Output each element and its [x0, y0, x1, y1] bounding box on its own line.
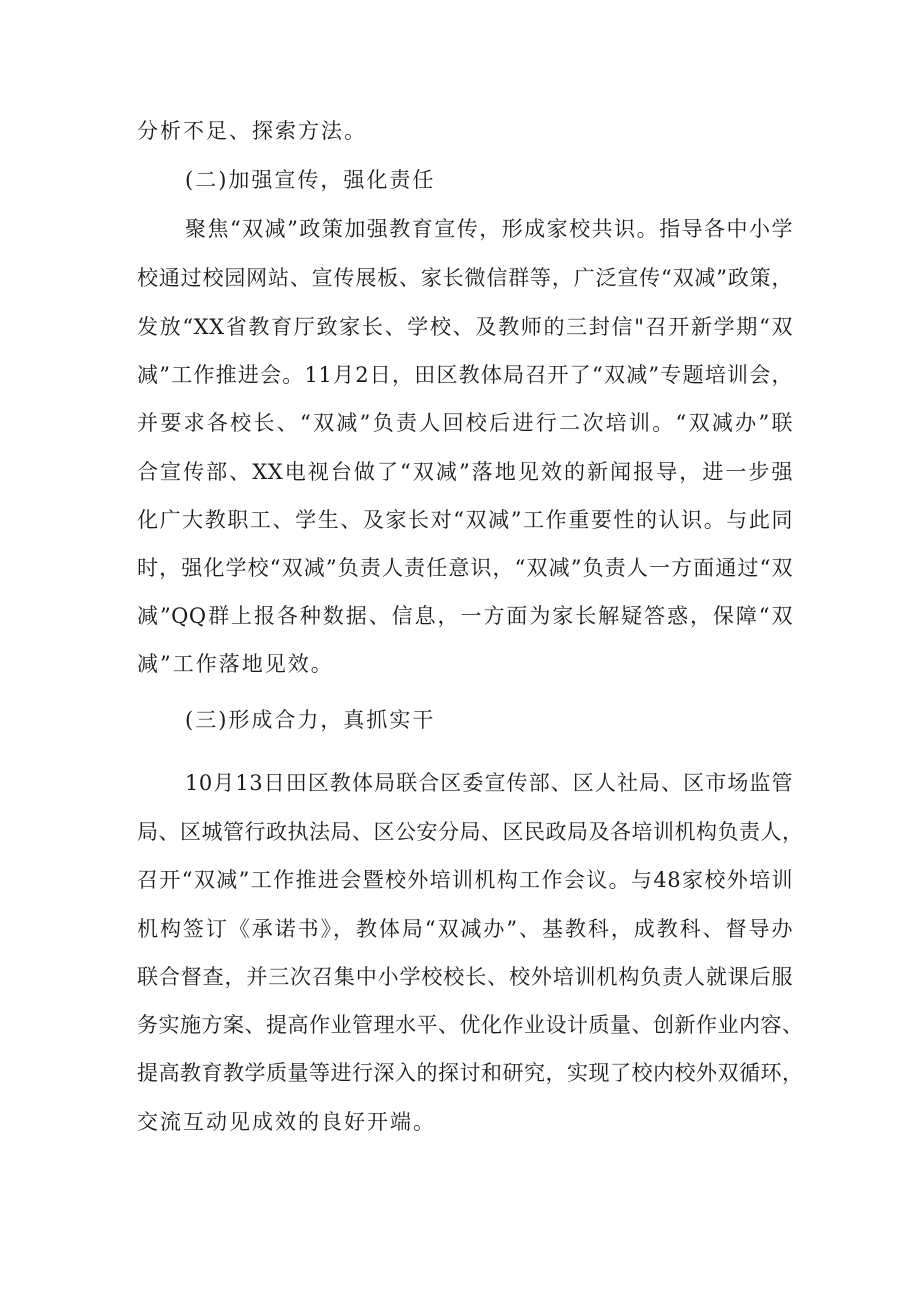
section-heading: (二)加强宣传，强化责任	[185, 168, 436, 192]
paragraph-line: 时，强化学校“双减”负责人责任意识，“双减”负责人一方面通过“双	[137, 556, 793, 580]
paragraph-line: 化广大教职工、学生、及家长对“双减”工作重要性的认识。与此同	[137, 508, 793, 532]
paragraph-line: 交流互动见成效的良好开端。	[137, 1110, 436, 1134]
paragraph-line: 机构签订《承诺书》，教体局“双减办”、基教科，成教科、督导办	[137, 917, 793, 941]
paragraph-line: 10月13日田区教体局联合区委宣传部、区人社局、区市场监管	[185, 771, 793, 795]
paragraph-line: 减”工作落地见效。	[137, 652, 334, 676]
paragraph-line: 召开“双减”工作推进会暨校外培训机构工作会议。与48家校外培训	[137, 868, 793, 892]
section-heading: (三)形成合力，真抓实干	[185, 708, 436, 732]
paragraph-line: 减”工作推进会。11月2日，田区教体局召开了“双减”专题培训会，	[137, 363, 793, 387]
paragraph-line: 校通过校园网站、宣传展板、家长微信群等，广泛宣传“双减”政策，	[137, 266, 793, 290]
paragraph-line: 分析不足、探索方法。	[137, 119, 367, 143]
paragraph-line: 发放“XX省教育厅致家长、学校、及教师的三封信"召开新学期“双	[137, 315, 793, 339]
paragraph-line: 并要求各校长、“双减”负责人回校后进行二次培训。“双减办”联	[137, 411, 793, 435]
paragraph-line: 提高教育教学质量等进行深入的探讨和研究，实现了校内校外双循环，	[137, 1061, 804, 1085]
paragraph-line: 务实施方案、提高作业管理水平、优化作业设计质量、创新作业内容、	[137, 1013, 804, 1037]
paragraph-line: 合宣传部、XX电视台做了“双减”落地见效的新闻报导，进一步强	[137, 460, 793, 484]
paragraph-line: 联合督查，并三次召集中小学校校长、校外培训机构负责人就课后服	[137, 965, 793, 989]
paragraph-line: 局、区城管行政执法局、区公安分局、区民政局及各培训机构负责人，	[137, 820, 804, 844]
paragraph-line: 聚焦“双减”政策加强教育宣传，形成家校共识。指导各中小学	[185, 217, 793, 241]
paragraph-line: 减”QQ群上报各种数据、信息，一方面为家长解疑答惑，保障“双	[137, 604, 793, 628]
